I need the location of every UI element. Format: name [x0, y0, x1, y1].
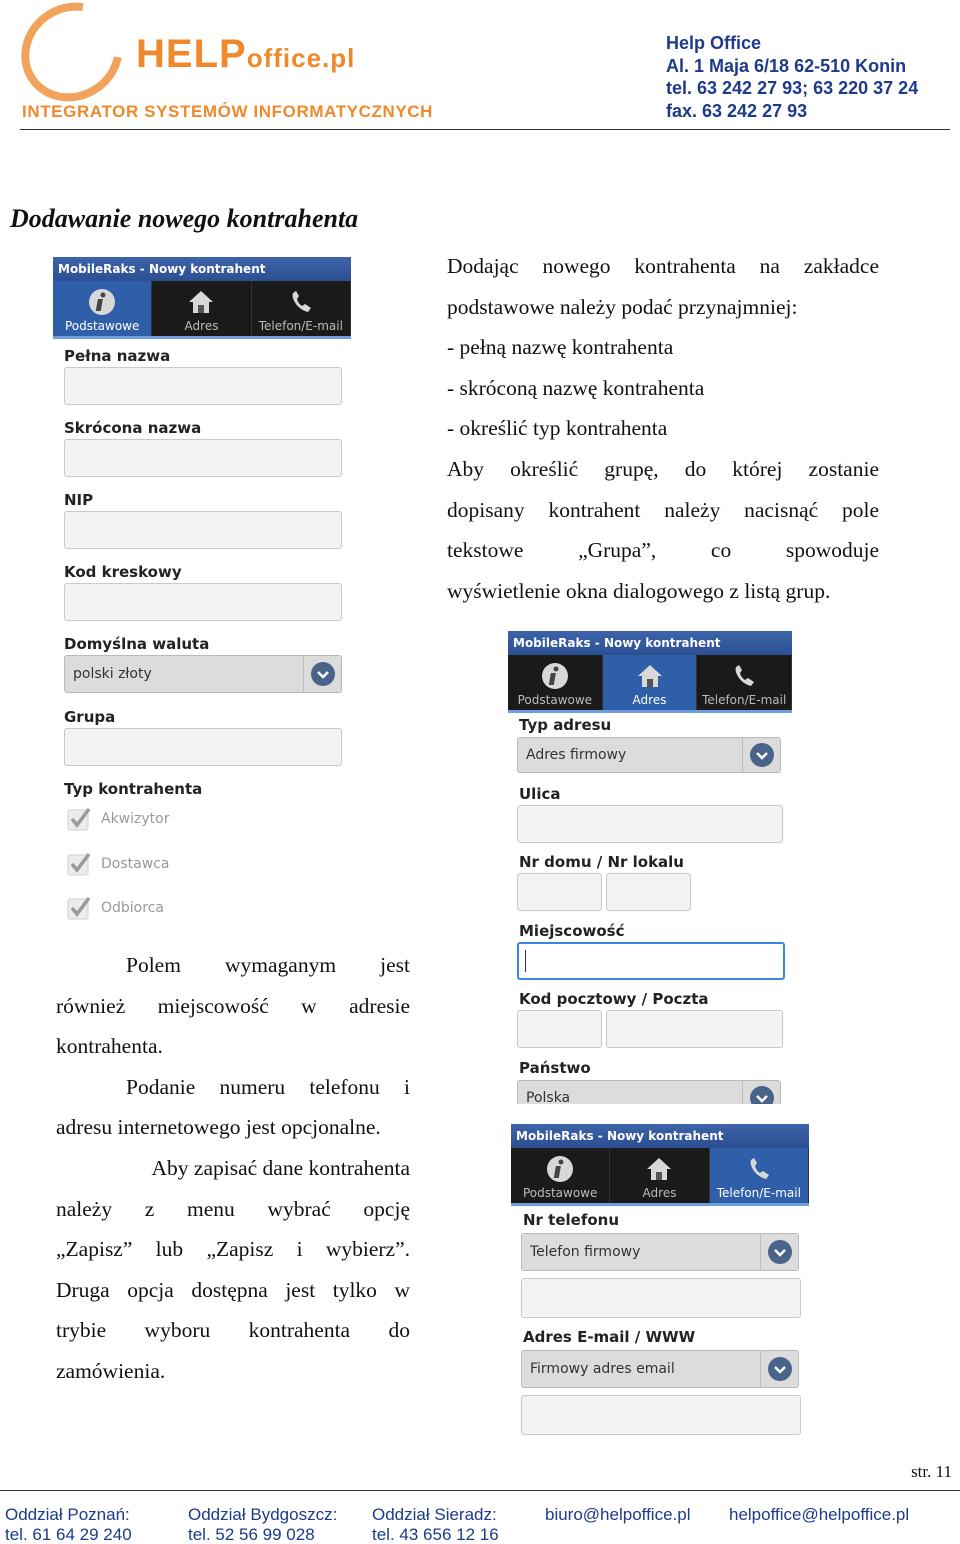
footer-branch-poznan: [5, 1505, 132, 1544]
email-link[interactable]: biuro@helpoffice.pl: [545, 1505, 691, 1524]
text-line: Aby określić grupę, do której zostanie: [447, 456, 879, 481]
info-icon: [87, 287, 117, 317]
checkbox-recipient[interactable]: [67, 896, 164, 920]
intro-paragraph: [447, 246, 879, 611]
chevron-down-icon: [311, 662, 335, 686]
label-contractor-type: Typ kontrahenta: [64, 780, 203, 798]
app-title-bar: MobileRaks - Nowy kontrahent: [511, 1124, 809, 1148]
label-street: Ulica: [519, 785, 561, 803]
info-icon: [545, 1154, 575, 1184]
label-country: Państwo: [519, 1059, 591, 1077]
select-toggle: [742, 738, 780, 772]
footer-branch-bydgoszcz: [188, 1505, 337, 1544]
text-cursor: [525, 950, 526, 972]
chevron-down-icon: [768, 1240, 792, 1264]
address-type-select[interactable]: [517, 737, 781, 773]
footer-email-office[interactable]: [545, 1505, 690, 1525]
label-barcode: Kod kreskowy: [64, 563, 182, 581]
email-type-value: Firmowy adres email: [530, 1361, 675, 1377]
notes-paragraph: [56, 945, 410, 1392]
text-line: „Zapisz” lub „Zapisz i wybierz”.: [56, 1237, 410, 1262]
text-line: Podanie numeru telefonu i: [126, 1074, 410, 1099]
street-field[interactable]: [517, 805, 783, 843]
phone-type-value: Telefon firmowy: [530, 1244, 641, 1260]
logo-wordmark: HELPoffice.pl: [136, 32, 356, 76]
header-divider: [20, 129, 950, 130]
company-logo: [20, 4, 480, 124]
text-line: adresu internetowego jest opcjonalne.: [56, 1115, 381, 1140]
checkbox-agent[interactable]: [67, 807, 169, 831]
text-line: należy z menu wybrać opcję: [56, 1196, 410, 1221]
check-icon: [67, 852, 91, 876]
tab-basic[interactable]: [53, 281, 152, 336]
tab-phone-email[interactable]: [252, 281, 351, 336]
text-line: - pełną nazwę kontrahenta: [447, 335, 674, 360]
chevron-down-icon: [750, 1086, 774, 1104]
phone-type-select[interactable]: [521, 1233, 799, 1271]
tab-label: Telefon/E-mail: [702, 693, 787, 707]
home-icon: [644, 1154, 674, 1184]
page-number: str. 11: [911, 1462, 952, 1481]
contact-line: tel. 63 242 27 93; 63 220 37 24: [666, 78, 919, 98]
select-toggle: [742, 1081, 780, 1104]
tab-label: Podstawowe: [64, 319, 140, 333]
checkbox-label: Dostawca: [101, 856, 170, 872]
checkbox-label: Akwizytor: [101, 811, 170, 827]
tab-address[interactable]: [610, 1148, 709, 1203]
phone-icon: [744, 1154, 774, 1184]
screenshot-address-tab: [508, 631, 792, 1104]
nip-field[interactable]: [64, 511, 342, 549]
tab-label: Telefon/E-mail: [716, 1186, 801, 1200]
branch-phone: tel. 61 64 29 240: [5, 1525, 132, 1544]
footer-divider: [0, 1490, 960, 1491]
label-postal-code: Kod pocztowy / Poczta: [519, 990, 709, 1008]
footer-branch-sieradz: [372, 1505, 499, 1544]
check-icon: [67, 807, 91, 831]
post-office-field[interactable]: [606, 1010, 783, 1048]
address-type-value: Adres firmowy: [526, 747, 627, 763]
label-house-number: Nr domu / Nr lokalu: [519, 853, 684, 871]
label-address-type: Typ adresu: [519, 716, 612, 734]
screenshot-phone-email-tab: [511, 1124, 809, 1440]
tab-label: Adres: [632, 693, 667, 707]
checkbox-label: Odbiorca: [101, 900, 164, 916]
tab-phone-email[interactable]: [710, 1148, 809, 1203]
tab-basic[interactable]: [508, 655, 603, 710]
email-link[interactable]: helpoffice@helpoffice.pl: [729, 1505, 910, 1524]
text-line: wyświetlenie okna dialogowego z listą grup.: [447, 578, 831, 603]
check-icon: [67, 896, 91, 920]
app-title-bar: MobileRaks - Nowy kontrahent: [53, 257, 351, 281]
checkbox-supplier[interactable]: [67, 852, 169, 876]
tab-address[interactable]: [152, 281, 251, 336]
text-line: tekstowe „Grupa”, co spowoduje: [447, 538, 879, 563]
logo-tagline: INTEGRATOR SYSTEMÓW INFORMATYCZNYCH: [22, 102, 434, 121]
text-line: Aby zapisać dane kontrahenta: [151, 1155, 410, 1180]
contact-line: Help Office: [666, 33, 762, 53]
contact-line: Al. 1 Maja 6/18 62-510 Konin: [666, 55, 907, 76]
text-line: podstawowe należy podać przynajmniej:: [447, 294, 798, 319]
barcode-field[interactable]: [64, 583, 342, 621]
info-icon: [540, 661, 570, 691]
select-toggle-circle: [750, 1086, 774, 1104]
postal-code-field[interactable]: [517, 1010, 602, 1048]
currency-select[interactable]: [64, 655, 342, 693]
select-toggle-circle: [768, 1357, 792, 1381]
full-name-field[interactable]: [64, 367, 342, 405]
chevron-down-icon: [768, 1357, 792, 1381]
text-line: Druga opcja dostępna jest tylko w: [56, 1277, 410, 1302]
city-field[interactable]: [517, 942, 785, 980]
text-line: trybie wyboru kontrahenta do: [56, 1318, 410, 1343]
branch-phone: tel. 52 56 99 028: [188, 1525, 315, 1544]
footer-email-main[interactable]: [729, 1505, 909, 1525]
label-full-name: Pełna nazwa: [64, 347, 171, 365]
label-group: Grupa: [64, 708, 116, 726]
branch-name: Oddział Poznań:: [5, 1505, 130, 1524]
tab-bar: [508, 655, 792, 713]
text-line: zamówienia.: [56, 1358, 166, 1383]
label-phone-number: Nr telefonu: [523, 1211, 620, 1229]
text-line: Polem wymaganym jest: [126, 953, 410, 977]
tab-basic[interactable]: [511, 1148, 610, 1203]
group-field[interactable]: [64, 728, 342, 766]
label-nip: NIP: [64, 491, 94, 509]
country-select[interactable]: [517, 1080, 781, 1104]
text-line: Dodając nowego kontrahenta na zakładce: [447, 254, 879, 278]
email-type-select[interactable]: [521, 1350, 799, 1388]
branch-name: Oddział Bydgoszcz:: [188, 1505, 338, 1524]
section-title: Dodawanie nowego kontrahenta: [10, 204, 359, 233]
chevron-down-icon: [750, 743, 774, 767]
currency-value: polski złoty: [73, 666, 152, 682]
label-short-name: Skrócona nazwa: [64, 419, 202, 437]
phone-icon: [729, 661, 759, 691]
tab-phone-email[interactable]: [697, 655, 792, 710]
text-line: - określić typ kontrahenta: [447, 416, 668, 441]
tab-label: Telefon/E-mail: [258, 319, 343, 333]
short-name-field[interactable]: [64, 439, 342, 477]
tab-bar: [53, 281, 351, 339]
tab-label: Podstawowe: [517, 693, 593, 707]
select-toggle-circle: [311, 662, 335, 686]
text-line: również miejscowość w adresie: [56, 993, 410, 1018]
phone-number-field[interactable]: [521, 1278, 801, 1318]
tab-label: Podstawowe: [522, 1186, 598, 1200]
email-field[interactable]: [521, 1395, 801, 1435]
select-toggle: [303, 656, 341, 692]
select-toggle-circle: [750, 743, 774, 767]
contact-line: fax. 63 242 27 93: [666, 100, 808, 121]
select-toggle: [760, 1351, 798, 1387]
tab-bar: [511, 1148, 809, 1206]
header-contact: [666, 32, 918, 122]
screenshot-basic-tab: [53, 257, 351, 927]
text-line: dopisany kontrahent należy nacisnąć pole: [447, 497, 879, 522]
label-email-www: Adres E-mail / WWW: [523, 1328, 696, 1346]
text-line: kontrahenta.: [56, 1034, 163, 1059]
house-number-field[interactable]: [517, 873, 602, 911]
tab-address[interactable]: [603, 655, 698, 710]
app-title-bar: MobileRaks - Nowy kontrahent: [508, 631, 792, 655]
apartment-number-field[interactable]: [606, 873, 691, 911]
branch-name: Oddział Sieradz:: [372, 1505, 497, 1524]
country-value: Polska: [526, 1090, 571, 1104]
label-city: Miejscowość: [519, 922, 625, 940]
branch-phone: tel. 43 656 12 16: [372, 1525, 499, 1544]
select-toggle: [760, 1234, 798, 1270]
label-currency: Domyślna waluta: [64, 635, 210, 653]
text-line: - skróconą nazwę kontrahenta: [447, 375, 705, 400]
tab-label: Adres: [642, 1186, 677, 1200]
home-icon: [186, 287, 216, 317]
select-toggle-circle: [768, 1240, 792, 1264]
phone-icon: [286, 287, 316, 317]
tab-label: Adres: [184, 319, 219, 333]
home-icon: [635, 661, 665, 691]
